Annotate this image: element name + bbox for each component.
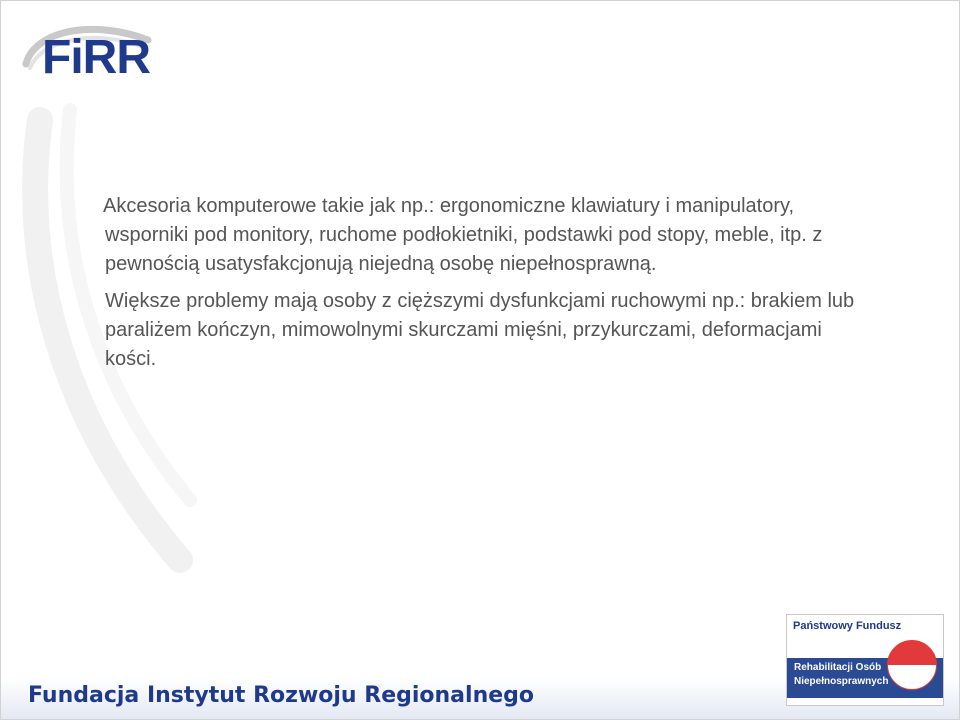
pfron-badge-line3: Niepełnosprawnych xyxy=(794,676,889,687)
pfron-badge-line2: Rehabilitacji Osób xyxy=(794,662,882,673)
footer-organization-name: Fundacja Instytut Rozwoju Regionalnego xyxy=(28,683,535,708)
logo-text: FiRR xyxy=(42,31,150,84)
paragraph-problems: Większe problemy mają osoby z cięższymi dysfunkcjami ruchowymi np.: brakiem lub paraliżem kończyn, mimowolnymi skurczami mięśni, przykurczami, deformacjami kości. xyxy=(105,290,855,370)
pfron-circle-icon xyxy=(887,640,937,690)
pfron-badge-line1: Państwowy Fundusz xyxy=(793,620,902,632)
firr-logo xyxy=(20,18,160,88)
paragraph-accessories: Akcesoria komputerowe takie jak np.: ergonomiczne klawiatury i manipulatory, wsporniki pod monitory, ruchome podłokietniki, podstawki pod stopy, meble, itp. z pewnością usatysfakcjonują niejedną osobę niepełnosprawną. xyxy=(103,195,823,275)
slide-content xyxy=(105,192,865,374)
pfron-badge xyxy=(786,614,944,706)
